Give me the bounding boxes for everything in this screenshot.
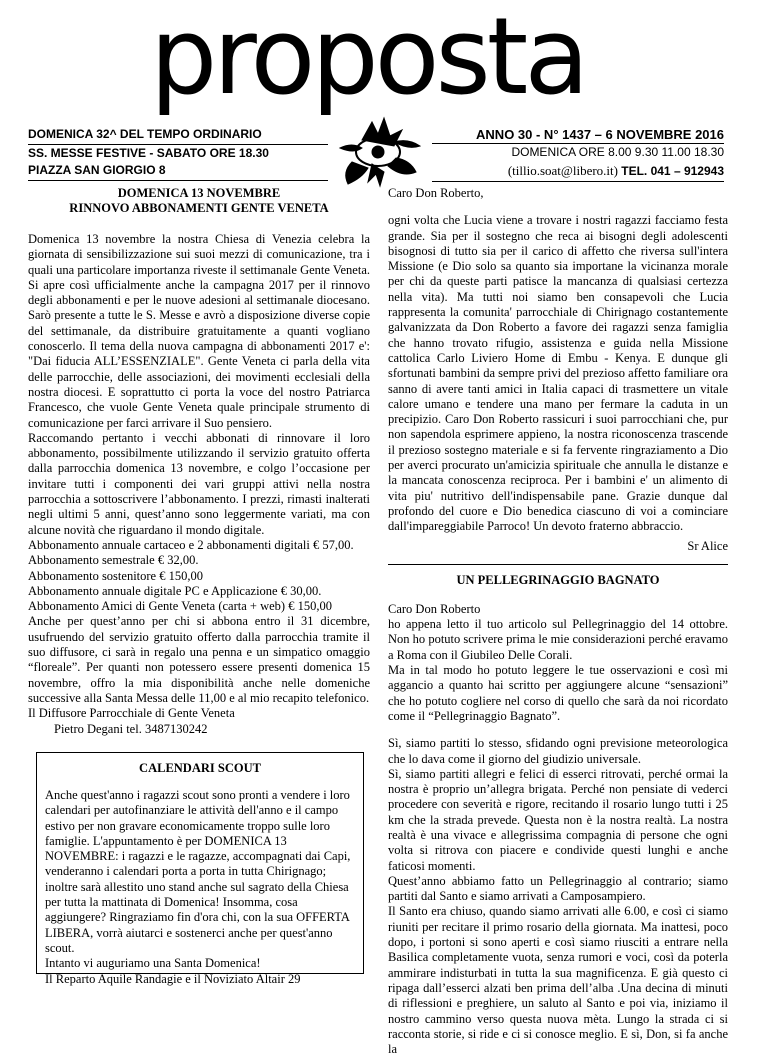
address: PIAZZA SAN GIORGIO 8 (28, 163, 166, 177)
article-body: ogni volta che Lucia viene a trovare i nostri ragazzi facciamo festa grande. Sia per il sostegno che reca ai bisogni degli adolescenti bisognosi di tutto sia per il carico di affetto che riversa sull'intera Missione (e Dio solo sa quanto sia importane la vicinanza morale per chi da queste parti patisce la mancanza di qualsiasi certezza nella vita). Ma tutti noi siamo ben consapevoli che Lucia rappresenta la comunita' parrocchiale di Chirignago costantemente galvanizzata da Don Roberto a favore dei ragazzi senza famiglia che hanno trovato rifugio, assistenza e guida nella Missione cattolica Carlo Liviero Home di Embu - Kenya. E dunque gli sfortunati bambini da sempre privi del prezioso affetto familiare ora sanno di avere tanti amici in Italia capaci di trasmettere un vitale calore umano e tendere una mano per fermare la caduta in un precipizio. Caro Don Roberto rassicuri i suoi parrocchiani che, pur non sapendola esprimere appieno, la nostra riconoscenza trascende il prezioso sostegno materiale e si fa fervente ringraziamento a Dio per averci procurato un'amicizia spirituale che annulla le distanze e la mancata conoscenza reciproca. Per i bambini e' un alimento di vita piu' nutritivo dell'indispensabile pane. Grazie dunque dal profondo del cuore e Dio benedica ciascuno di voi a cominciare dall'impareggiabile Parroco! Un devoto fraterno abbraccio. (388, 213, 728, 534)
contact-line (432, 161, 724, 181)
masthead-title: proposta (150, 0, 586, 118)
article-title: DOMENICA 13 NOVEMBRE (117, 186, 281, 200)
letter-salutation: Caro Don Roberto (388, 601, 481, 616)
article-title: CALENDARI SCOUT (139, 761, 261, 775)
article-body: Sì, siamo partiti lo stesso, sfidando ogni previsione meteorologica che lo dava come il giorno del giudizio universale. Sì, siamo partiti allegri e felici di esserci ritrovati, perché ormai la nostra è proprio un’allegra brigata. Perché non pensiate di vederci procedere con severità e rigore, recitando il rosario lungo tutti i 25 km che la strada prevede. Questa non è la nostra realtà. La nostra realtà è una vivace e allegrissima compagnia di persone che ogni volta si ritrova con piacere e condivide questi lunghi e anche faticosi momenti. Quest’anno abbiamo fatto un Pellegrinaggio al contrario; siamo partiti dal Santo e siamo arrivati a Camposampiero. Il Santo era chiuso, quando siamo arrivati alle 6.00, e così ci siamo riuniti per recitare il primo rosario della giornata. Ma inattesi, poco dopo, i portoni si sono aperti e così siamo riusciti a entrare nella Basilica completamente vuota, senza rumori e voci, così da poterla ammirare indisturbati in tutta la sua magnificenza. E già questo ci ripaga dall’esserci alzati ben prima dell’alba .Una decina di minuti di riflessioni e preghiere, un saluto al Santo e poi via, iniziamo il nostro cammino verso questa nuova mèta. Lungo la strada ci si racconta storie, si ride e ci si conosce meglio. E sì, Don, si fa anche la (388, 736, 728, 1057)
liturgical-day: DOMENICA 32^ DEL TEMPO ORDINARIO (28, 127, 262, 141)
mass-times-saturday: SS. MESSE FESTIVE - SABATO ORE 18.30 (28, 146, 269, 160)
header-right (432, 126, 724, 182)
article-signature: Pietro Degani tel. 3487130242 (54, 721, 208, 736)
article-title: UN PELLEGRINAGGIO BAGNATO (456, 572, 660, 587)
header-left-rule-bottom (28, 180, 328, 181)
issue-info: ANNO 30 - N° 1437 – 6 NOVEMBRE 2016 (476, 127, 724, 142)
right-column (388, 186, 728, 1057)
letter-salutation: Caro Don Roberto, (388, 186, 484, 200)
left-column (28, 186, 370, 737)
article-title: RINNOVO ABBONAMENTI GENTE VENETA (69, 201, 329, 215)
article-body: Domenica 13 novembre la nostra Chiesa di Venezia celebra la giornata di sensibilizzazione sui suoi mezzi di comunicazione, tra i quali una particolare importanza riveste il settimanale Gente Veneta. Si apre così ufficialmente anche la campagna 2017 per il rinnovo degli abbonamenti e per le nuove adesioni al settimanale diocesano. Sarò presente a tutte le S. Messe e avrò a disposizione diverse copie del settimanale, da distribuire gratuitamente a quanti vogliano conoscerlo. Il tema della nuova campagna di abbonamenti 2017 e': "Dai fiducia ALL’ESSENZIALE". Gente Veneta ci parla della vita delle parrocchie, delle associazioni, dei movimenti ecclesiali della nostra diocesi. E soprattutto ci porta la voce del nostro Patriarca Francesco, che vuole Gente Veneta quale principale strumento di comunicazione per farci arrivare il Suo pensiero. Raccomando pertanto i vecchi abbonati di rinnovare il loro abbonamento, possibilmente utilizzando il servizio gratuito offerta dalla parrocchia domenica 13 novembre, e colgo l’occasione per invitare tutti i componenti dei vari gruppi attivi nella nostra parrocchia a sottoscrivere l’abbonamento. I prezzi, rimasti inalterati negli ultimi 5 anni, quest’anno sono leggermente variati, ma con alcune novità che riguardano il mondo digitale. Abbonamento annuale cartaceo e 2 abbonamenti digitali € 57,00. Abbonamento semestrale € 32,00. Abbonamento sostenitore € 150,00 Abbonamento annuale digitale PC e Applicazione € 30,00. Abbonamento Amici di Gente Veneta (carta + web) € 150,00 Anche per quest’anno per chi si abbona entro il 31 dicembre, usufruendo del servizio gratuito offerto dalla parrocchia tramite il suo diffusore, ci sarà in regalo una penna e un simpatico omaggio “floreale”. Per quanti non potessero essere presenti domenica 15 novembre, offro la mia disponibilità anche nelle domeniche successive alla Santa Messa delle 11,00 e al mio recapito telefonico. Il Diffusore Parrocchiale di Gente Veneta (28, 232, 370, 721)
section-divider (388, 564, 728, 565)
article-body: Anche quest'anno i ragazzi scout sono pronti a vendere i loro calendari per autofinanziare le attività dell'anno e il campo estivo per non gravare economicamente troppo sulle loro famiglie. L'appuntamento è per DOMENICA 13 NOVEMBRE: i ragazzi e le ragazze, accompagnati dai Capi, venderanno i calendari porta a porta in tutta Chirignago; inoltre sarà allestito uno stand anche sul sagrato della Chiesa per tutta la mattinata di Domenica! Insomma, cosa aggiungere? Ringraziamo fin d'ora chi, con la sua OFFERTA LIBERA, vorrà aiutarci e sostenerci anche per quest'anno scout. Intanto vi auguriamo una Santa Domenica! Il Reparto Aquile Randagie e il Noviziato Altair 29 (45, 788, 351, 986)
header-left (28, 126, 328, 181)
header-right-rule-bottom (432, 181, 724, 182)
article-signature: Sr Alice (687, 538, 728, 553)
article-body: ho appena letto il tuo articolo sul Pellegrinaggio del 14 ottobre. Non ho potuto scrivere prima le mie considerazioni perché eravamo a Roma con il Giubileo Delle Corali. Ma in tal modo ho potuto leggere le tue osservazioni e così mi aggancio a quanto hai scritto per aggiungere alcune “sensazioni” che ho potuto cogliere nel corso di quello che sarà da noi ricordato come il “Pellegrinaggio Bagnato”. (388, 617, 728, 723)
contact-email[interactable]: (tillio.soat@libero.it) (507, 163, 618, 178)
contact-phone: TEL. 041 – 912943 (621, 164, 724, 178)
mass-times-sunday: DOMENICA ORE 8.00 9.30 11.00 18.30 (511, 145, 724, 159)
saint-george-logo-icon (332, 112, 424, 190)
scout-calendar-box (36, 752, 364, 986)
